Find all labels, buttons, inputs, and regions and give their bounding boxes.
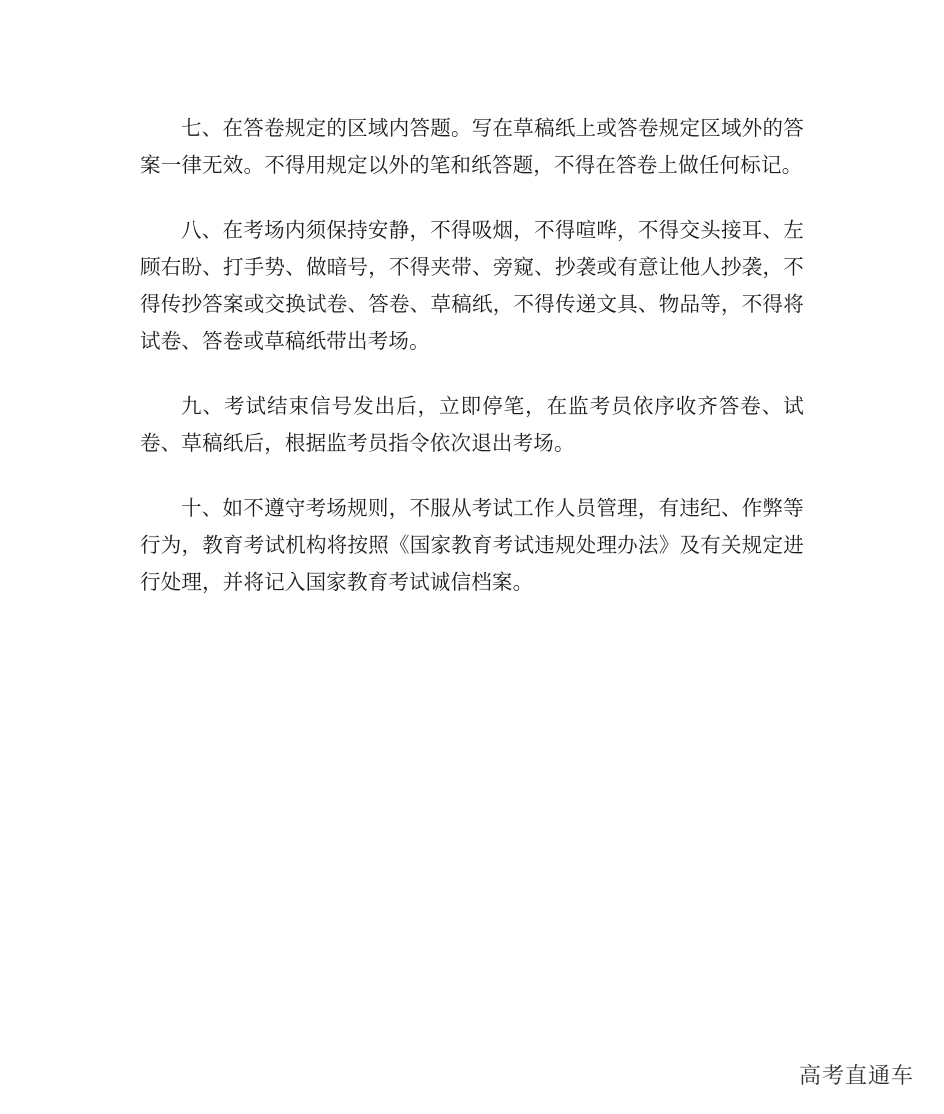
rule-paragraph-9: 九、考试结束信号发出后，立即停笔，在监考员依序收齐答卷、试卷、草稿纸后，根据监考员指令依次退出考场。 xyxy=(140,394,804,455)
rule-paragraph-7: 七、在答卷规定的区域内答题。写在草稿纸上或答卷规定区域外的答案一律无效。不得用规定以外的笔和纸答题，不得在答卷上做任何标记。 xyxy=(140,116,804,177)
rule-paragraph-8: 八、在考场内须保持安静，不得吸烟，不得喧哗，不得交头接耳、左顾右盼、打手势、做暗号，不得夹带、旁窥、抄袭或有意让他人抄袭，不得传抄答案或交换试卷、答卷、草稿纸，不得传递文具、物品等，不得将试卷、答卷或草稿纸带出考场。 xyxy=(140,218,804,353)
rule-paragraph-10: 十、如不遵守考场规则，不服从考试工作人员管理，有违纪、作弊等行为，教育考试机构将按照《国家教育考试违规处理办法》及有关规定进行处理，并将记入国家教育考试诚信档案。 xyxy=(140,496,804,594)
watermark-text: 高考直通车 xyxy=(798,1064,914,1089)
document-body xyxy=(140,110,804,629)
